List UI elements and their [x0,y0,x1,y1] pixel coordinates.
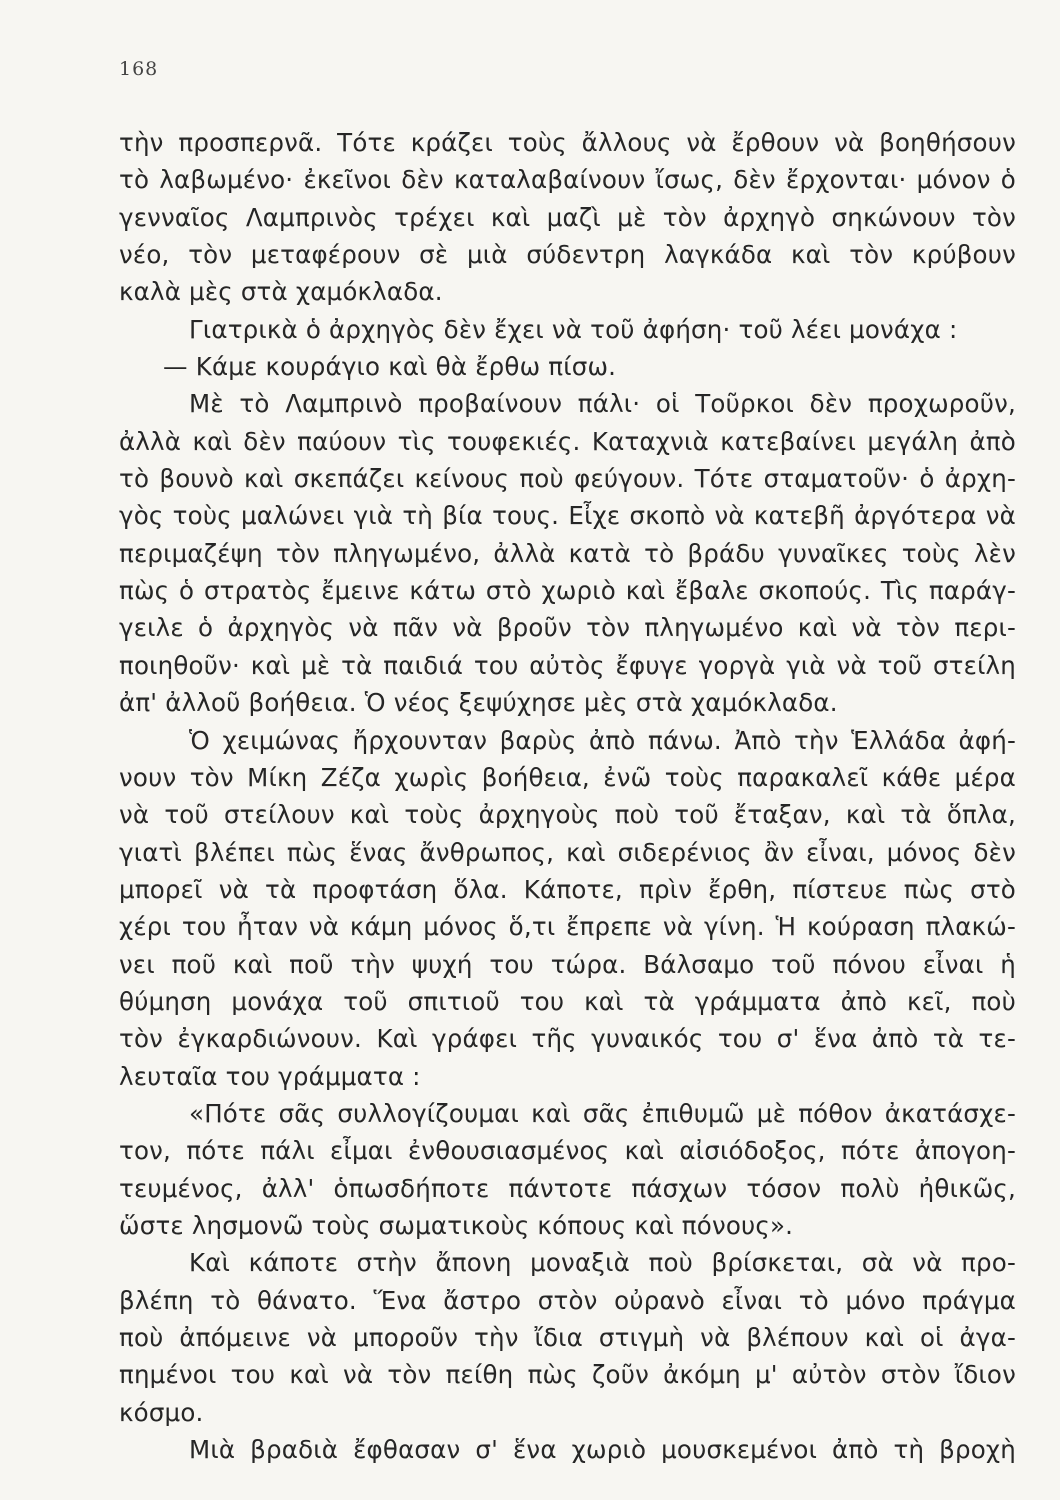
text-line: Μιὰ βραδιὰ ἔφθασαν σ' ἕνα χωριὸ μουσκεμένοι ἀπὸ τὴ βροχὴ [189,1435,1016,1465]
text-line: ὥστε λησμονῶ τοὺς σωματικοὺς κόπους καὶ πόνους». [119,1210,794,1240]
text-line: Ὁ χειμώνας ἤρχουνταν βαρὺς ἀπὸ πάνω. Ἀπὸ τὴν Ἑλλάδα ἀφή- [189,725,1016,755]
text-line: πὼς ὁ στρατὸς ἔμεινε κάτω στὸ χωριὸ καὶ ἔβαλε σκοπούς. Τὶς παράγ- [119,576,1016,606]
text-line: γενναῖος Λαμπρινὸς τρέχει καὶ μαζὶ μὲ τὸν ἀρχηγὸ σηκώνουν τὸν [119,202,1016,232]
text-line: ἀλλὰ καὶ δὲν παύουν τὶς τουφεκιές. Καταχνιὰ κατεβαίνει μεγάλη ἀπὸ [119,426,1016,456]
text-line: ἀπ' ἀλλοῦ βοήθεια. Ὁ νέος ξεψύχησε μὲς στὰ χαμόκλαδα. [119,688,838,718]
text-line: Γιατρικὰ ὁ ἀρχηγὸς δὲν ἔχει νὰ τοῦ ἀφήση· τοῦ λέει μονάχα : [189,314,958,344]
text-line: νει ποῦ καὶ ποῦ τὴν ψυχή του τώρα. Βάλσαμο τοῦ πόνου εἶναι ἡ [119,949,1016,979]
text-line: γειλε ὁ ἀρχηγὸς νὰ πᾶν νὰ βροῦν τὸν πληγωμένο καὶ νὰ τὸν περι- [119,613,1016,643]
body-text [119,124,1016,1468]
text-line: λευταῖα του γράμματα : [119,1061,421,1091]
text-line: περιμαζέψη τὸν πληγωμένο, ἀλλὰ κατὰ τὸ βράδυ γυναῖκες τοὺς λὲν [119,538,1016,568]
text-line: νουν τὸν Μίκη Ζέζα χωρὶς βοήθεια, ἐνῶ τοὺς παρακαλεῖ κάθε μέρα [119,762,1016,792]
text-line: τευμένος, ἀλλ' ὁπωσδήποτε πάντοτε πάσχων τόσον πολὺ ἠθικῶς, [119,1173,1016,1203]
text-line: πημένοι του καὶ νὰ τὸν πείθη πὼς ζοῦν ἀκόμη μ' αὐτὸν στὸν ἴδιον [119,1360,1016,1390]
text-line: — Κάμε κουράγιο καὶ θὰ ἔρθω πίσω. [163,352,617,382]
text-line: τὴν προσπερνᾶ. Τότε κράζει τοὺς ἄλλους νὰ ἔρθουν νὰ βοηθήσουν [119,128,1016,157]
text-line: γὸς τοὺς μαλώνει γιὰ τὴ βία τους. Εἶχε σκοπὸ νὰ κατεβῆ ἀργότερα νὰ [119,501,1016,531]
text-line: κόσμο. [119,1397,204,1427]
text-line: μπορεῖ νὰ τὰ προφτάση ὅλα. Κάποτε, πρὶν ἔρθη, πίστευε πὼς στὸ [119,874,1016,904]
text-line: νέο, τὸν μεταφέρουν σὲ μιὰ σύδεντρη λαγκάδα καὶ τὸν κρύβουν [119,240,1016,270]
text-line: Καὶ κάποτε στὴν ἄπονη μοναξιὰ ποὺ βρίσκεται, σὰ νὰ προ- [189,1248,1016,1278]
text-line: τὸ βουνὸ καὶ σκεπάζει κείνους ποὺ φεύγουν. Τότε σταματοῦν· ὁ ἀρχη- [119,464,1016,494]
text-line: τον, πότε πάλι εἶμαι ἐνθουσιασμένος καὶ αἰσιόδοξος, πότε ἀπογοη- [119,1136,1016,1166]
page-number: 168 [119,58,159,80]
text-line: ποιηθοῦν· καὶ μὲ τὰ παιδιά του αὐτὸς ἔφυγε γοργὰ γιὰ νὰ τοῦ στείλη [119,650,1016,680]
text-line: τὸ λαβωμένο· ἐκεῖνοι δὲν καταλαβαίνουν ἴσως, δὲν ἔρχονται· μόνον ὁ [119,165,1016,195]
text-line: θύμηση μονάχα τοῦ σπιτιοῦ του καὶ τὰ γράμματα ἀπὸ κεῖ, ποὺ [119,986,1016,1016]
text-line: τὸν ἐγκαρδιώνουν. Καὶ γράφει τῆς γυναικός του σ' ἕνα ἀπὸ τὰ τε- [119,1024,1016,1054]
text-line: ποὺ ἀπόμεινε νὰ μποροῦν τὴν ἴδια στιγμὴ νὰ βλέπουν καὶ οἱ ἀγα- [119,1323,1016,1352]
text-line: βλέπη τὸ θάνατο. Ἕνα ἄστρο στὸν οὐρανὸ εἶναι τὸ μόνο πράγμα [119,1285,1016,1315]
text-line: χέρι του ἦταν νὰ κάμη μόνος ὅ,τι ἔπρεπε νὰ γίνη. Ἡ κούραση πλακώ- [119,912,1016,942]
text-line: «Πότε σᾶς συλλογίζουμαι καὶ σᾶς ἐπιθυμῶ μὲ πόθον ἀκατάσχε- [189,1098,1016,1128]
text-line: γιατὶ βλέπει πὼς ἕνας ἄνθρωπος, καὶ σιδερένιος ἂν εἶναι, μόνος δὲν [119,837,1016,867]
text-line: νὰ τοῦ στείλουν καὶ τοὺς ἀρχηγοὺς ποὺ τοῦ ἔταξαν, καὶ τὰ ὅπλα, [119,800,1016,830]
text-line: Μὲ τὸ Λαμπρινὸ προβαίνουν πάλι· οἱ Τοῦρκοι δὲν προχωροῦν, [189,389,1016,419]
text-line: καλὰ μὲς στὰ χαμόκλαδα. [119,277,443,307]
